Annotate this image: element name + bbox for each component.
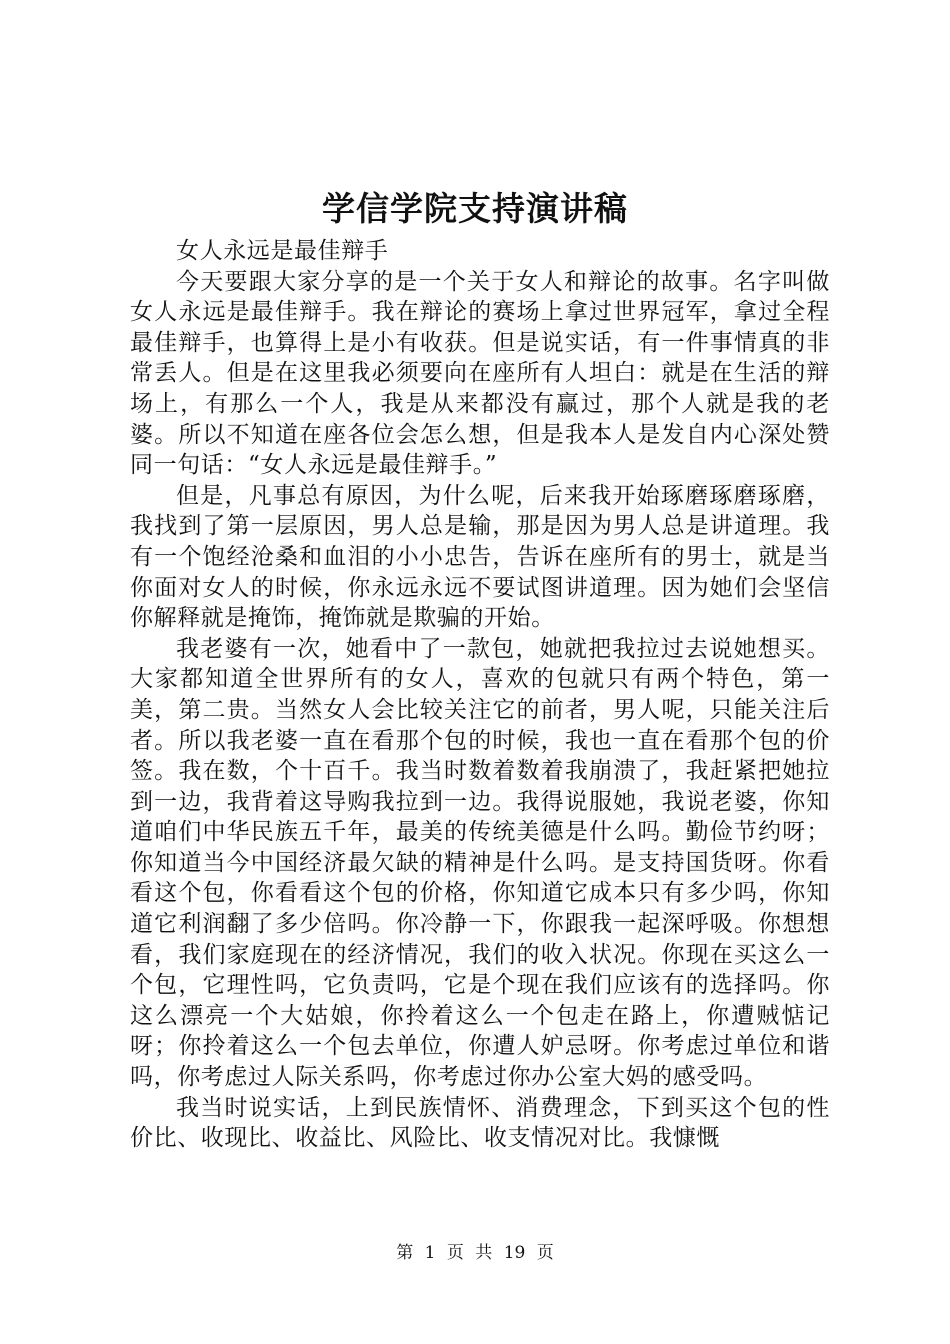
paragraph-subtitle: 女人永远是最佳辩手 bbox=[176, 238, 389, 264]
paragraph: 今天要跟大家分享的是一个关于女人和辩论的故事。名字叫做女人永远是最佳辩手。我在辩论的赛场上拿过世界冠军，拿过全程最佳辩手，也算得上是小有收获。但是说实话，有一件事情真的非常丢人。但是在这里我必须要向在座所有人坦白：就是在生活的辩场上，有那么一个人，我是从来都没有赢过，那个人就是我的老婆。所以不知道在座各位会怎么想，但是我本人是发自内心深处赞同一句话：“女人永远是最佳辩手。” bbox=[130, 268, 830, 479]
page-footer: 第 1 页 共 19 页 bbox=[396, 1243, 554, 1263]
paragraph: 我当时说实话，上到民族情怀、消费理念，下到买这个包的性价比、收现比、收益比、风险比、收支情况对比。我慷慨 bbox=[130, 1094, 830, 1152]
document-body bbox=[130, 236, 830, 1154]
paragraph: 但是，凡事总有原因，为什么呢，后来我开始琢磨琢磨琢磨，我找到了第一层原因，男人总是输，那是因为男人总是讲道理。我有一个饱经沧桑和血泪的小小忠告，告诉在座所有的男士，就是当你面对女人的时候，你永远永远不要试图讲道理。因为她们会坚信你解释就是掩饰，掩饰就是欺骗的开始。 bbox=[130, 482, 830, 632]
document-title: 学信学院支持演讲稿 bbox=[322, 189, 628, 228]
paragraph: 我老婆有一次，她看中了一款包，她就把我拉过去说她想买。大家都知道全世界所有的女人，喜欢的包就只有两个特色，第一美，第二贵。当然女人会比较关注它的前者，男人呢，只能关注后者。所以我老婆一直在看那个包的时候，我也一直在看那个包的价签。我在数，个十百千。我当时数着数着我崩溃了，我赶紧把她拉到一边，我背着这导购我拉到一边。我得说服她，我说老婆，你知道咱们中华民族五千年，最美的传统美德是什么吗。勤俭节约呀；你知道当今中国经济最欠缺的精神是什么吗。是支持国货呀。你看看这个包，你看看这个包的价格，你知道它成本只有多少吗，你知道它利润翻了多少倍吗。你冷静一下，你跟我一起深呼吸。你想想看，我们家庭现在的经济情况，我们的收入状况。你现在买这么一个包，它理性吗，它负责吗，它是个现在我们应该有的选择吗。你这么漂亮一个大姑娘，你拎着这么一个包走在路上，你遭贼惦记呀；你拎着这么一个包去单位，你遭人妒忌呀。你考虑过单位和谐吗，你考虑过人际关系吗，你考虑过你办公室大妈的感受吗。 bbox=[130, 635, 830, 1091]
